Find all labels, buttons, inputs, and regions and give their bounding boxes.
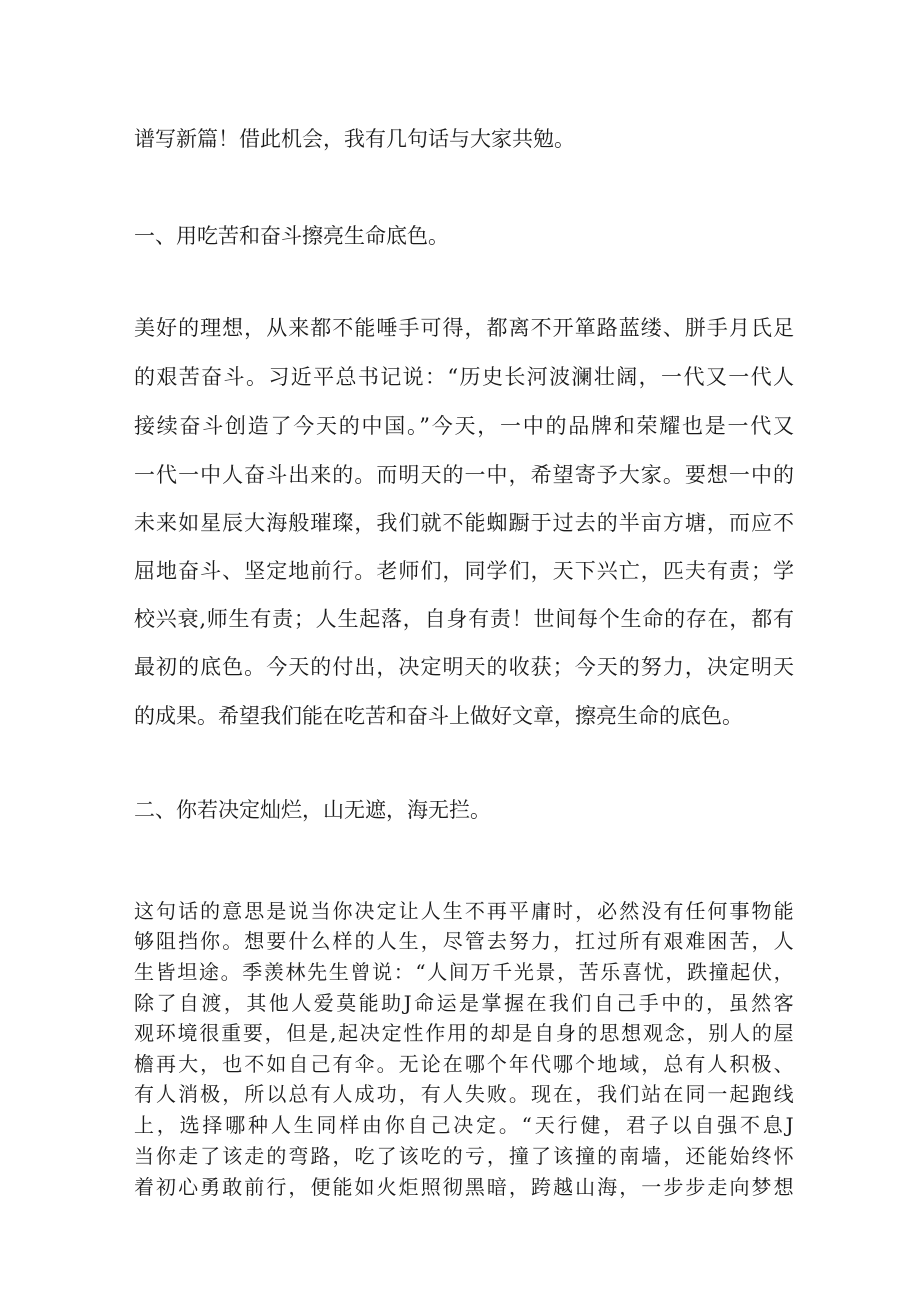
paragraph-line: 着初心勇敢前行，便能如火炬照彻黑暗，跨越山海，一步步走向梦想: [134, 1175, 794, 1199]
paragraph-line: 生皆坦途。季羡林先生曾说：“人间万千光景，苦乐喜忧，跌撞起伏，: [134, 960, 794, 984]
paragraph-line: 美好的理想，从来都不能唾手可得，都离不开箪路蓝缕、胼手月氏足: [134, 316, 794, 340]
paragraph-line: 上，选择哪种人生同样由你自己决定。“天行健，君子以自强不息J: [134, 1113, 794, 1137]
paragraph-line: 除了自渡，其他人爱莫能助J命运是掌握在我们自己手中的，虽然客: [134, 991, 794, 1015]
paragraph-line: 当你走了该走的弯路，吃了该吃的亏，撞了该撞的南墙，还能始终怀: [134, 1144, 794, 1168]
paragraph-line: 屈地奋斗、坚定地前行。老师们，同学们，天下兴亡，匹夫有责；学: [134, 559, 794, 583]
paragraph-line: 接续奋斗创造了今天的中国。”今天，一中的品牌和荣耀也是一代又: [134, 414, 794, 438]
paragraph-line: 校兴衰,师生有责；人生起落，自身有责！世间每个生命的存在，都有: [134, 607, 794, 631]
section-2-heading: 二、你若决定灿烂，山无遮，海无拦。: [134, 798, 491, 822]
section-1-heading: 一、用吃苦和奋斗擦亮生命底色。: [134, 224, 449, 248]
intro-line: 谱写新篇！借此机会，我有几句话与大家共勉。: [134, 127, 575, 151]
paragraph-line: 够阻挡你。想要什么样的人生，尽管去努力，扛过所有艰难困苦，人: [134, 929, 794, 953]
paragraph-line: 这句话的意思是说当你决定让人生不再平庸时，必然没有任何事物能: [134, 899, 794, 923]
paragraph-line: 观环境很重要，但是,起决定性作用的却是自身的思想观念，别人的屋: [134, 1021, 794, 1045]
paragraph-line: 有人消极，所以总有人成功，有人失败。现在，我们站在同一起跑线: [134, 1082, 794, 1106]
paragraph-line: 未来如星辰大海般璀璨，我们就不能蜘蹰于过去的半亩方塘，而应不: [134, 511, 794, 535]
paragraph-line: 的艰苦奋斗。习近平总书记说：“历史长河波澜壮阔，一代又一代人: [134, 365, 794, 389]
paragraph-line: 一代一中人奋斗出来的。而明天的一中，希望寄予大家。要想一中的: [134, 463, 794, 487]
paragraph-line: 的成果。希望我们能在吃苦和奋斗上做好文章，擦亮生命的底色。: [134, 704, 743, 728]
paragraph-line: 檐再大，也不如自己有伞。无论在哪个年代哪个地域，总有人积极、: [134, 1052, 794, 1076]
paragraph-line: 最初的底色。今天的付出，决定明天的收获；今天的努力，决定明天: [134, 655, 794, 679]
